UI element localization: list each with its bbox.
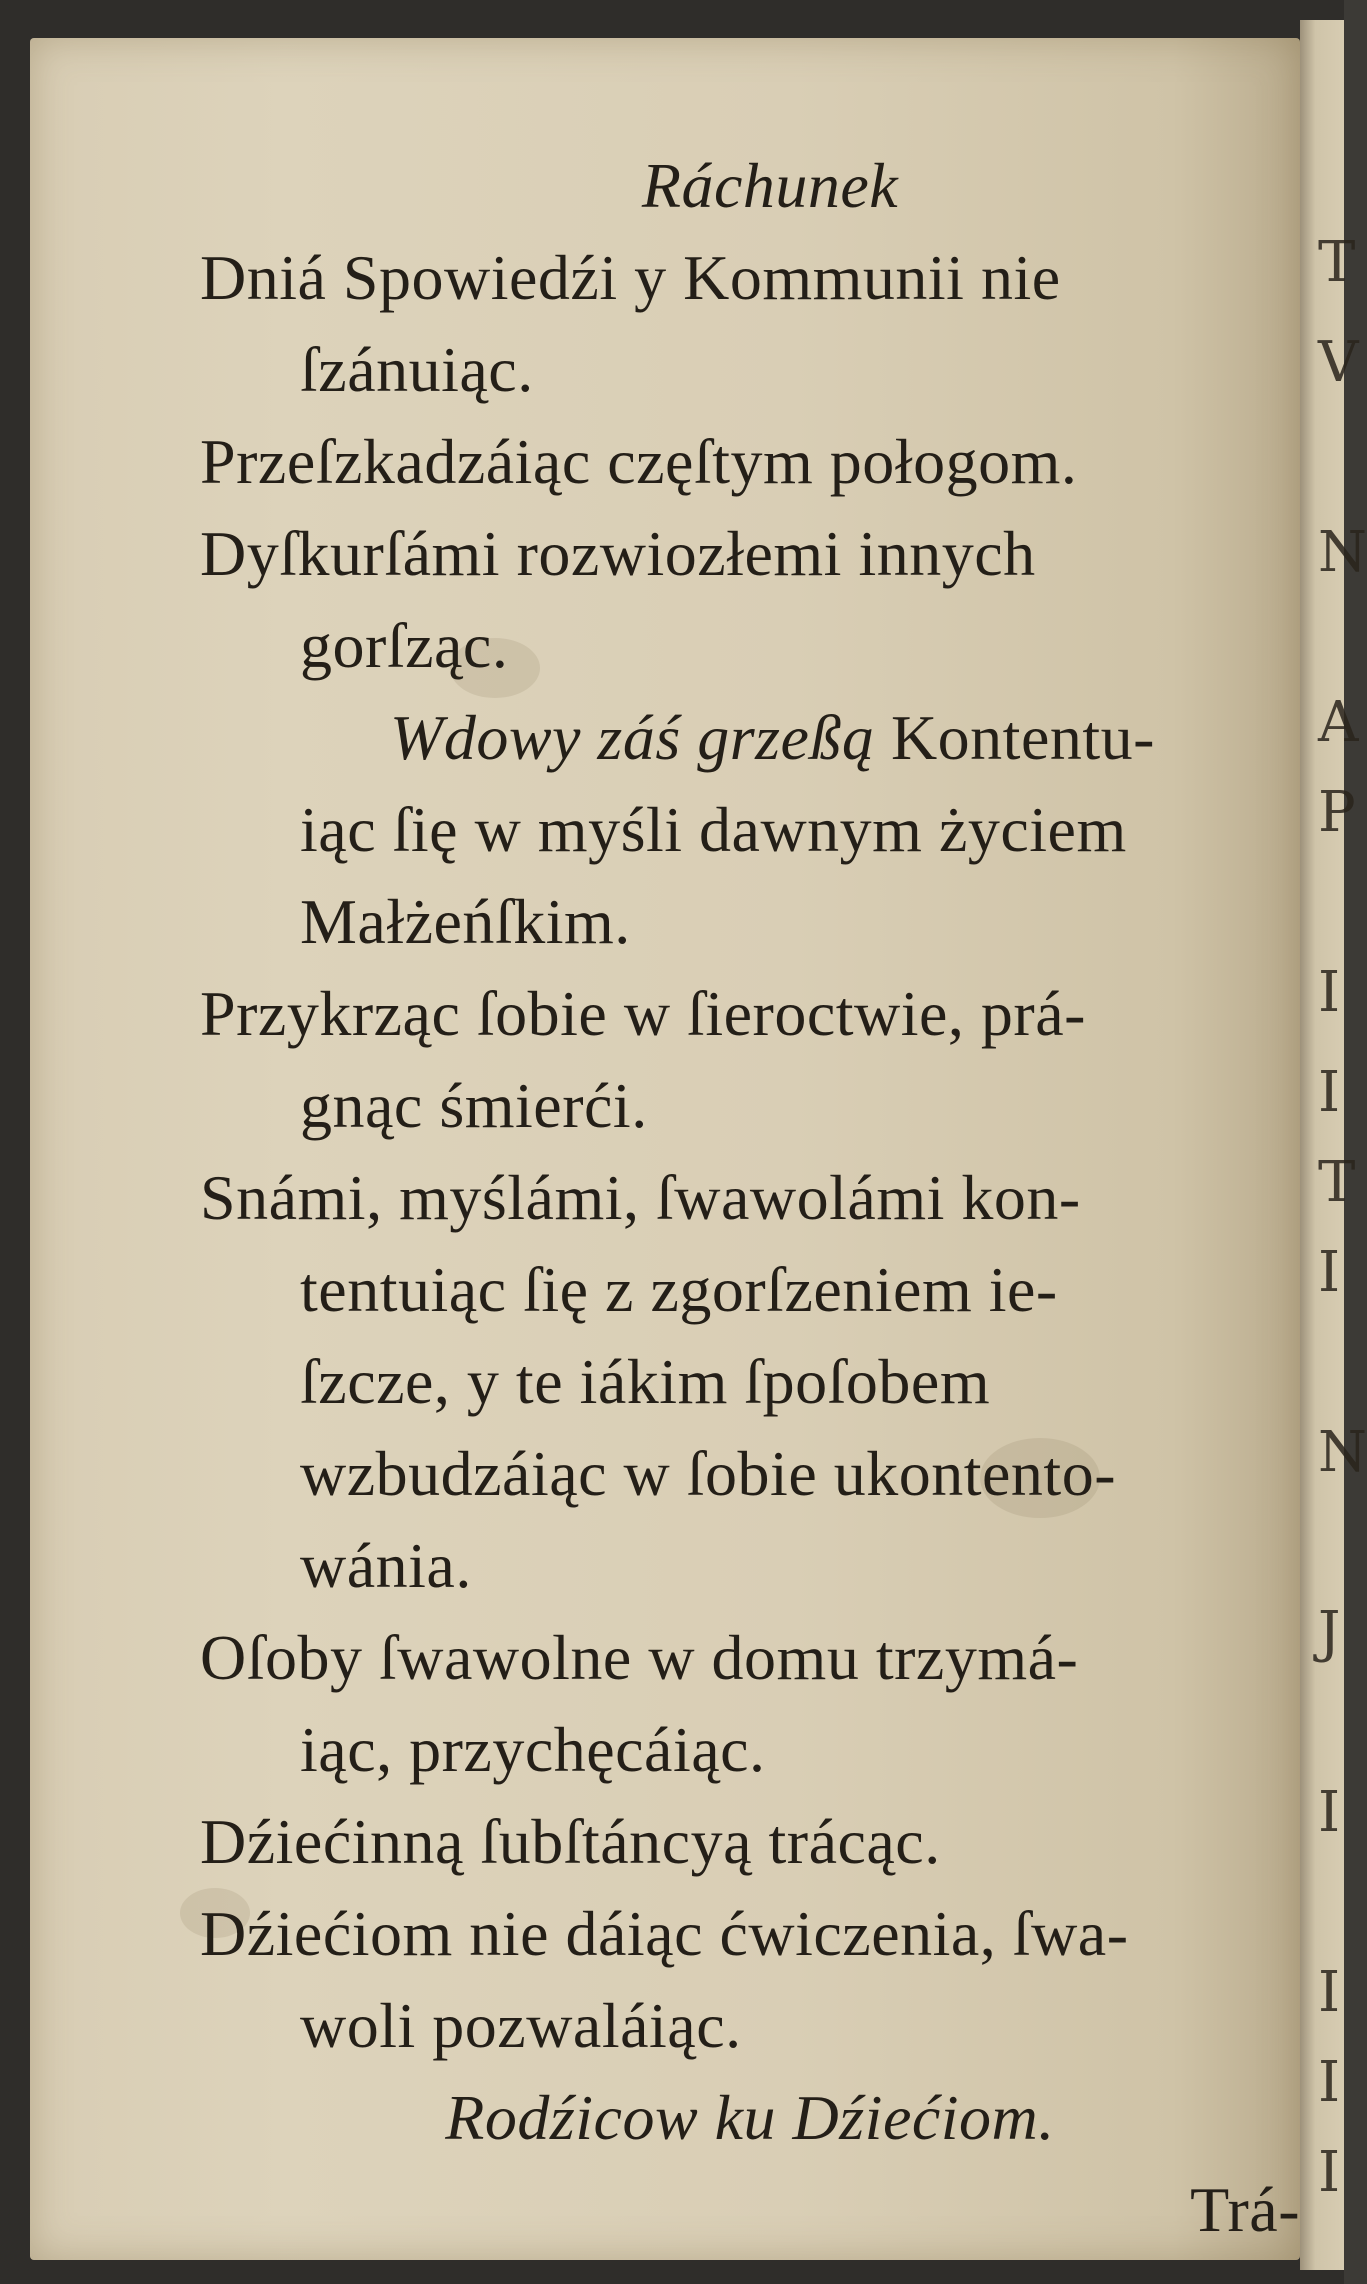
text-line: Małżeńſkim.	[300, 886, 631, 957]
text-line: Dyſkurſámi rozwiozłemi innych	[200, 518, 1036, 589]
text-line: Trá-	[1190, 2174, 1300, 2245]
text-line: Dźiećiom nie dáiąc ćwiczenia, ſwa-	[200, 1898, 1129, 1969]
adjacent-margin-char: J	[1318, 1600, 1341, 1665]
text-line: wánia.	[300, 1530, 472, 1601]
text-line: woli pozwaláiąc.	[300, 1990, 742, 2061]
text-line: Dniá Spowiedźi y Kommunii nie	[200, 242, 1061, 313]
text-line: Oſoby ſwawolne w domu trzymá-	[200, 1622, 1079, 1693]
adjacent-margin-char: I	[1318, 2050, 1341, 2115]
adjacent-margin-char: I	[1318, 1240, 1341, 1305]
adjacent-margin-char: A	[1318, 690, 1359, 755]
text-line: Przeſzkadzáiąc częſtym połogom.	[200, 426, 1078, 497]
adjacent-margin-char: V	[1318, 330, 1359, 395]
adjacent-margin-char: I	[1318, 1060, 1341, 1125]
text-line	[200, 692, 1300, 784]
text-line: iąc ſię w myśli dawnym życiem	[300, 794, 1127, 865]
text-line: Dźiećinną ſubſtáncyą trácąc.	[200, 1806, 941, 1877]
text-lines	[200, 232, 1300, 2256]
adjacent-margin-char: I	[1318, 1780, 1341, 1845]
adjacent-margin-char: T	[1318, 230, 1356, 295]
adjacent-margin-char: I	[1318, 1960, 1341, 2025]
adjacent-margin-char: I	[1318, 960, 1341, 1025]
adjacent-margin-char: N	[1318, 520, 1367, 585]
adjacent-margin-char: P	[1318, 780, 1356, 845]
line-rest: Kontentu-	[874, 702, 1155, 773]
text-line: Rodźicow ku Dźiećiom.	[445, 2082, 1055, 2153]
text-line: gorſząc.	[300, 610, 509, 681]
adjacent-margin-char: T	[1318, 1150, 1356, 1215]
italic-phrase: Wdowy záś grzeßą	[390, 702, 875, 773]
text-line: gnąc śmierći.	[300, 1070, 648, 1141]
text-line: ſzcze, y te iákim ſpoſobem	[300, 1346, 991, 1417]
page-text	[200, 140, 1300, 2256]
text-line: Snámi, myślámi, ſwawolámi kon-	[200, 1162, 1081, 1233]
text-line: iąc, przychęcáiąc.	[300, 1714, 766, 1785]
adjacent-margin-char: I	[1318, 2140, 1341, 2205]
text-line: tentuiąc ſię z zgorſzeniem ie-	[300, 1254, 1058, 1325]
text-line: Przykrząc ſobie w ſieroctwie, prá-	[200, 978, 1086, 1049]
running-head: Ráchunek	[641, 150, 899, 221]
text-line: wzbudzáiąc w ſobie ukontento-	[300, 1438, 1116, 1509]
adjacent-margin-char: N	[1318, 1420, 1367, 1485]
text-line: ſzánuiąc.	[300, 334, 534, 405]
